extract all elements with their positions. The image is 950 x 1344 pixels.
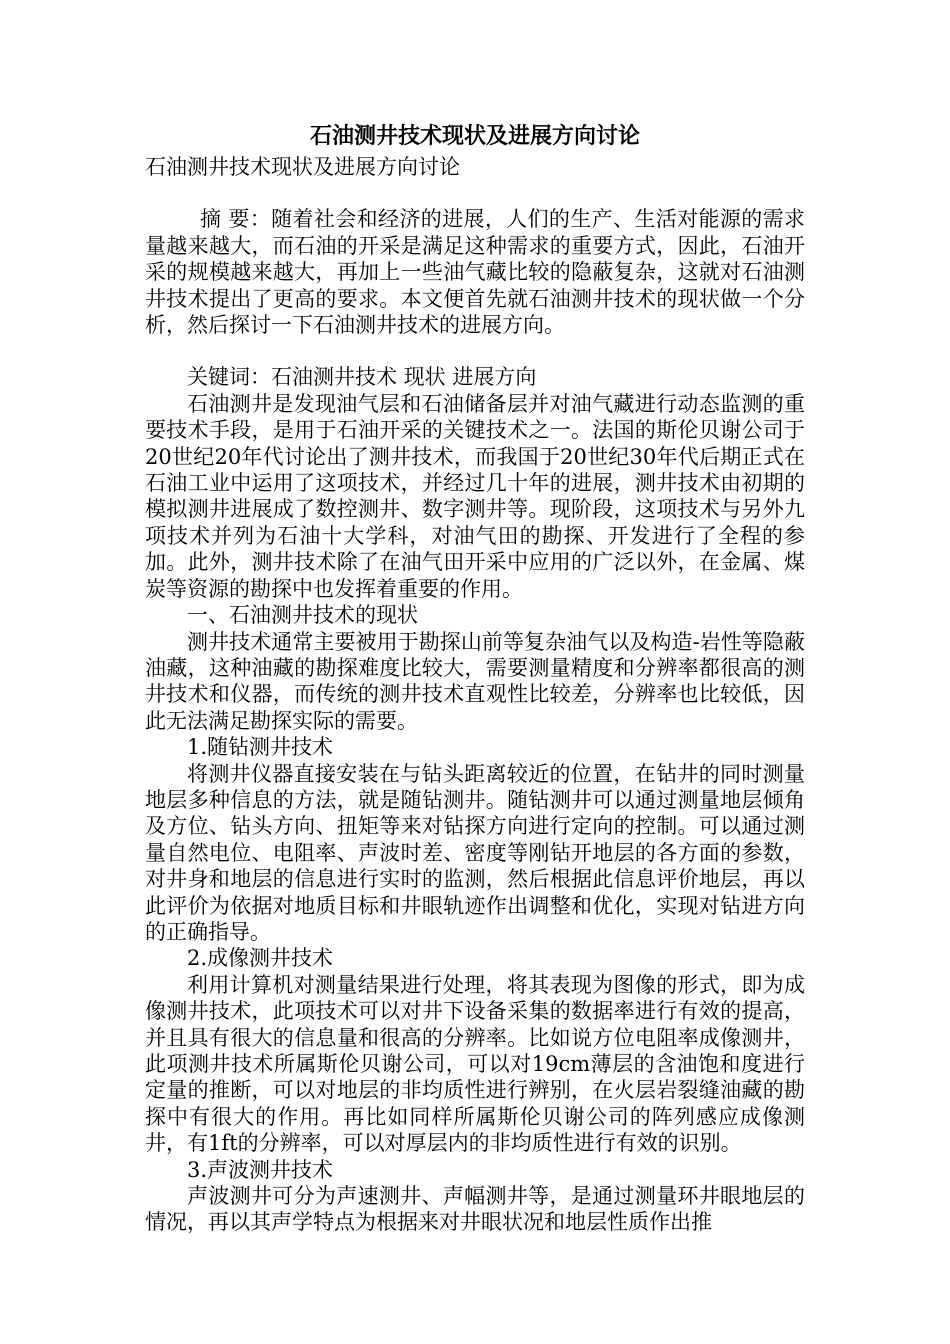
document-subtitle: 石油测井技术现状及进展方向讨论	[145, 155, 460, 179]
abstract-paragraph: 摘 要：随着社会和经济的进展，人们的生产、生活对能源的需求量越来越大，而石油的开采是满足这种需求的重要方式，因此，石油开采的规模越来越大，再加上一些油气藏比较的隐蔽复杂，这就对石油测井技术提出了更高的要求。本文便首先就石油测井技术的现状做一个分析，然后探讨一下石油测井技术的进展方向。	[145, 207, 805, 338]
spacer	[145, 338, 805, 364]
subsection-heading: 1.随钻测井技术	[187, 735, 334, 760]
subsection-paragraph: 将测井仪器直接安装在与钻头距离较近的位置，在钻井的同时测量地层多种信息的方法，就是随钻测井。随钻测井可以通过测量地层倾角及方位、钻头方向、扭矩等来对钻探方向进行定向的控制。可以通过测量自然电位、电阻率、声波时差、密度等刚钻开地层的各方面的参数，对井身和地层的信息进行实时的监测，然后根据此信息评价地层，再以此评价为依据对地质目标和井眼轨迹作出调整和优化，实现对钻进方向的正确指导。	[145, 761, 805, 944]
section-heading: 一、石油测井技术的现状	[187, 603, 418, 628]
intro-paragraph: 石油测井是发现油气层和石油储备层并对油气藏进行动态监测的重要技术手段，是用于石油开采的关键技术之一。法国的斯伦贝谢公司于20世纪20年代讨论出了测井技术，而我国于20世纪30年代后期正式在石油工业中运用了这项技术，并经过几十年的进展，测井技术由初期的模拟测井进展成了数控测井、数字测井等。现阶段，这项技术与另外九项技术并列为石油十大学科，对油气田的勘探、开发进行了全程的参加。此外，测井技术除了在油气田开采中应用的广泛以外，在金属、煤炭等资源的勘探中也发挥着重要的作用。	[145, 391, 805, 601]
subsection-heading: 2.成像测井技术	[187, 946, 334, 971]
section-paragraph: 测井技术通常主要被用于勘探山前等复杂油气以及构造-岩性等隐蔽油藏，这种油藏的勘探难度比较大，需要测量精度和分辨率都很高的测井技术和仪器，而传统的测井技术直观性比较差，分辨率也比较低，因此无法满足勘探实际的需要。	[145, 629, 805, 733]
subsection-paragraph: 声波测井可分为声速测井、声幅测井等，是通过测量环井眼地层的情况，再以其声学特点为根据来对井眼状况和地层性质作出推	[145, 1184, 805, 1235]
document-title: 石油测井技术现状及进展方向讨论	[309, 123, 640, 149]
document-page	[145, 118, 805, 1236]
spacer	[145, 180, 805, 206]
keywords-line: 关键词：石油测井技术 现状 进展方向	[187, 365, 537, 390]
subsection-heading: 3.声波测井技术	[187, 1157, 334, 1182]
subsection-paragraph: 利用计算机对测量结果进行处理，将其表现为图像的形式，即为成像测井技术，此项技术可以对井下设备采集的数据率进行有效的提高，并且具有很大的信息量和很高的分辨率。比如说方位电阻率成像测井，此项测井技术所属斯伦贝谢公司，可以对19cm薄层的含油饱和度进行定量的推断，可以对地层的非均质性进行辨别，在火层岩裂缝油藏的勘探中有很大的作用。再比如同样所属斯伦贝谢公司的阵列感应成像测井，有1ft的分辨率，可以对厚层内的非均质性进行有效的识别。	[145, 972, 805, 1156]
